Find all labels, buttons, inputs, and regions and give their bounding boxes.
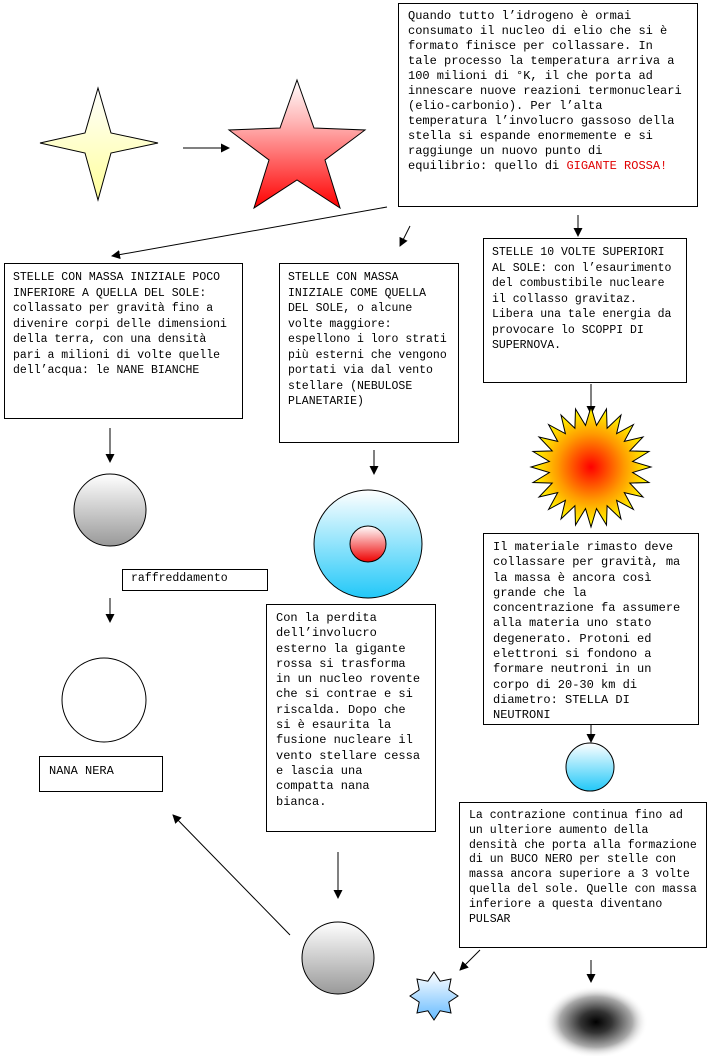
black-dwarf-box: [39, 756, 163, 792]
nebula-text: STELLE CON MASSA INIZIALE COME QUELLA DEL SOLE, o alcune volte maggiore: espellono i loro strati più esterni che vengono portati via dal vento stellare (NEBULOSE PLANETARIE): [288, 271, 447, 408]
white-dwarf-text: STELLE CON MASSA INIZIALE POCO INFERIORE A QUELLA DEL SOLE: collassato per gravità fino a divenire corpi delle dimensioni della terra, con una densità pari a milioni di volte quelle dell’acqua: le NANE BIANCHE: [13, 271, 227, 377]
red-giant-highlight: GIGANTE ROSSA!: [566, 159, 668, 173]
black-hole-text: La contrazione continua fino ad un ulteriore aumento della densità che porta alla formazione di un BUCO NERO per stelle con massa ancora superiore a 3 volte quella del sole. Quelle con massa inferiore a questa diventano PULSAR: [469, 809, 697, 926]
red-giant-box: [398, 3, 698, 207]
yellow-star-icon: [40, 88, 158, 200]
red-giant-star-icon: [229, 80, 365, 208]
cooling-text: raffreddamento: [131, 572, 228, 585]
black-dwarf-sphere: [62, 658, 146, 742]
black-hole-box: [459, 802, 707, 948]
neutron-star-sphere: [566, 743, 614, 791]
black-dwarf-text: NANA NERA: [49, 764, 114, 778]
arrow-white-dwarf-to-black-dwarf: [173, 815, 290, 935]
arrow-giant-to-nebula: [400, 226, 410, 246]
black-hole-icon: [544, 986, 648, 1056]
white-dwarf-box: [4, 263, 243, 419]
planetary-core-text: Con la perdita dell’involucro esterno la gigante rossa si trasforma in un nucleo rovente che si contrae e si riscalda. Dopo che si è esaurita la fusione nucleare il vento stellare cessa e lascia una compatta nana bianca.: [276, 611, 421, 809]
compact-white-dwarf-sphere: [302, 922, 374, 994]
supernova-burst-icon: [531, 407, 651, 527]
neutron-star-text: Il materiale rimasto deve collassare per gravità, ma la massa è ancora così grande che la concentrazione fa assumere alla materia uno stato degenerato. Protoni ed elettroni si fondono a formare neutroni in un corpo di 20-30 km di diametro: STELLA DI NEUTRONI: [493, 540, 681, 723]
supernova-box: [483, 238, 687, 383]
white-dwarf-sphere: [74, 474, 146, 546]
pulsar-icon: [410, 972, 458, 1020]
nebula-box: [279, 263, 459, 443]
supernova-text: STELLE 10 VOLTE SUPERIORI AL SOLE: con l’esaurimento del combustibile nucleare il collasso gravitaz. Libera una tale energia da provocare lo SCOPPI DI SUPERNOVA.: [492, 246, 672, 352]
arrow-giant-to-white-dwarf: [112, 207, 387, 256]
neutron-star-box: [483, 533, 699, 725]
cooling-box: [122, 569, 268, 591]
arrow-to-pulsar: [460, 950, 480, 970]
planetary-nebula-core: [350, 526, 386, 562]
red-giant-text: Quando tutto l’idrogeno è ormai consumato il nucleo di elio che si è formato finisce per collassare. In tale processo la temperatura arriva a 100 milioni di °K, il che porta ad innescare nuove reazioni termonucleari (elio-carbonio). Per l’alta temperatura l’involucro gassoso della stella si espande enormemente e si raggiunge un nuovo punto di equilibrio: quello di: [408, 9, 682, 173]
planetary-core-box: [266, 604, 436, 832]
